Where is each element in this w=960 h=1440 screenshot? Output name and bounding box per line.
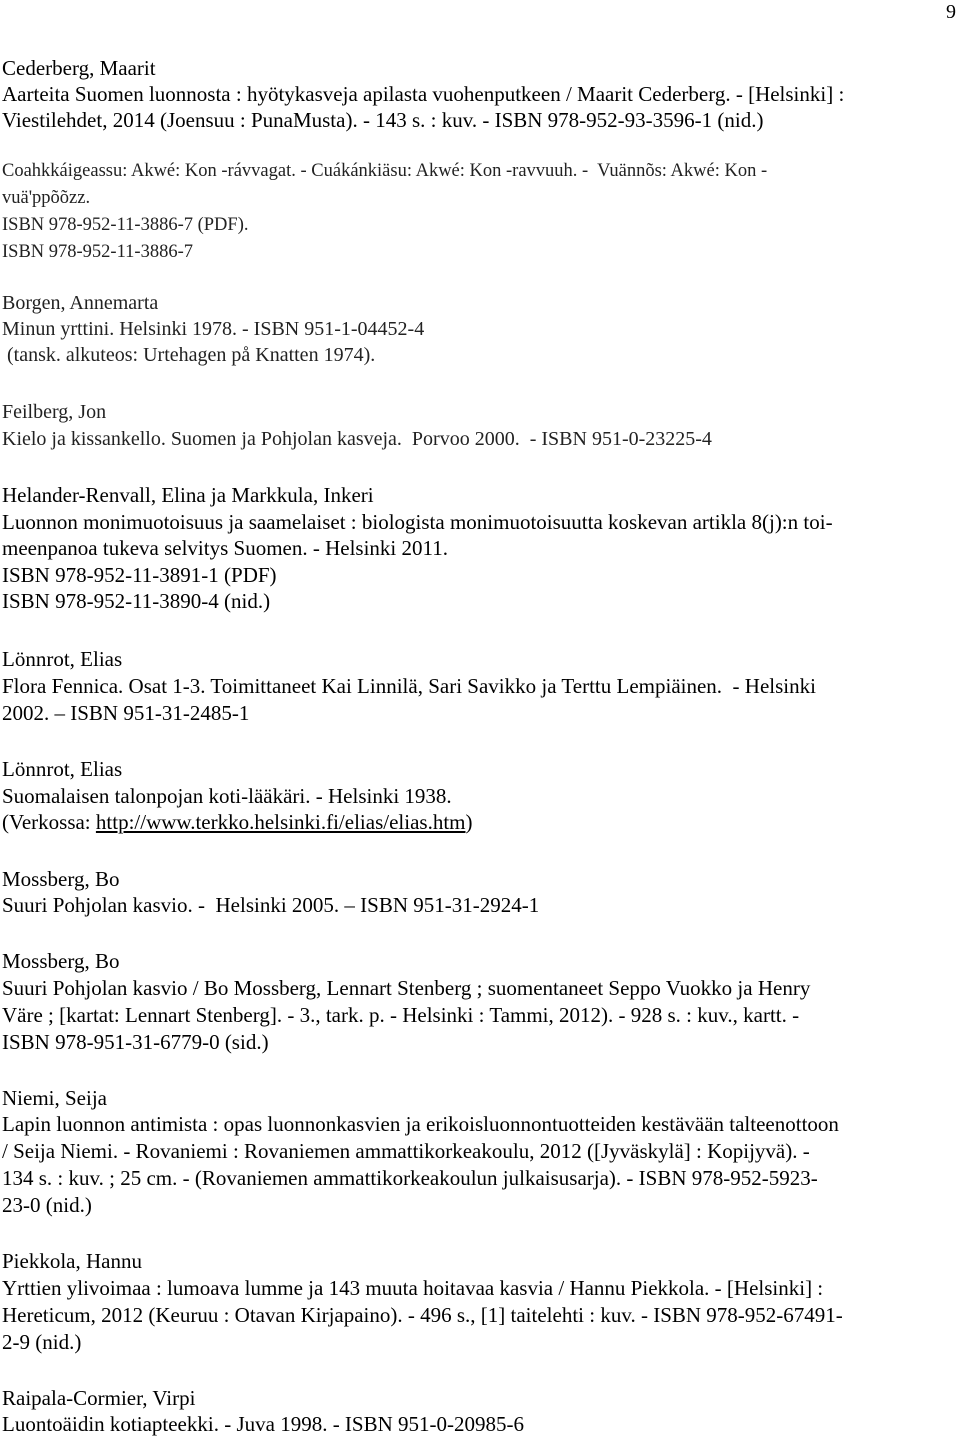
entry-text: Hereticum, 2012 (Keuruu : Otavan Kirjapaino). - 496 s., [1] taitelehti : kuv. - ISBN 978-952-67491- (2, 1303, 843, 1327)
entry-text: 2002. – ISBN 951-31-2485-1 (2, 701, 250, 725)
entry-text: Viestilehdet, 2014 (Joensuu : PunaMusta). - 143 s. : kuv. - ISBN 978-952-93-3596-1 (nid.) (2, 108, 764, 132)
entry-text: Flora Fennica. Osat 1-3. Toimittaneet Kai Linnilä, Sari Savikko ja Terttu Lempiäinen. - Helsinki (2, 674, 816, 698)
entry-author: Piekkola, Hannu (2, 1249, 142, 1273)
entry-text: 134 s. : kuv. ; 25 cm. - (Rovaniemen ammattikorkeakoulun julkaisusarja). - ISBN 978-952-5923- (2, 1166, 818, 1190)
entry-author: Mossberg, Bo (2, 867, 120, 891)
entry-text: ISBN 978-952-11-3886-7 (2, 242, 193, 262)
entry-text-with-link (2, 809, 473, 835)
entry-text: Kielo ja kissankello. Suomen ja Pohjolan kasveja. Porvoo 2000. - ISBN 951-0-23225-4 (2, 428, 712, 450)
entry-text: (tansk. alkuteos: Urtehagen på Knatten 1974). (2, 344, 376, 366)
entry-author: Niemi, Seija (2, 1086, 107, 1110)
entry-text: ISBN 978-952-11-3890-4 (nid.) (2, 589, 271, 613)
entry-author: Mossberg, Bo (2, 949, 120, 973)
entry-text: Yrttien ylivoimaa : lumoava lumme ja 143 muuta hoitavaa kasvia / Hannu Piekkola. - [Helsinki] : (2, 1276, 824, 1300)
entry-author: Cederberg, Maarit (2, 56, 156, 80)
page-number: 9 (946, 1, 956, 23)
link-suffix: ) (465, 810, 473, 834)
entry-text: Coahkkáigeassu: Akwé: Kon -rávvagat. - Cuákánkiäsu: Akwé: Kon -ravvuuh. - Vuännõs: Akwé: Kon - (2, 161, 768, 181)
entry-text: Minun yrttini. Helsinki 1978. - ISBN 951-1-04452-4 (2, 318, 425, 340)
entry-author: Helander-Renvall, Elina ja Markkula, Inkeri (2, 483, 374, 507)
entry-author: Borgen, Annemarta (2, 292, 159, 314)
entry-text: Suuri Pohjolan kasvio / Bo Mossberg, Lennart Stenberg ; suomentaneet Seppo Vuokko ja Henry (2, 976, 811, 1000)
entry-text: vuä'ppõõzz. (2, 188, 91, 208)
entry-text: Väre ; [kartat: Lennart Stenberg]. - 3., tark. p. - Helsinki : Tammi, 2012). - 928 s. : kuv., kartt. - (2, 1003, 800, 1027)
entry-text: / Seija Niemi. - Rovaniemi : Rovaniemen ammattikorkeakoulu, 2012 ([Jyväskylä] : Kopijyvä). - (2, 1139, 810, 1163)
entry-text: Luonnon monimuotoisuus ja saamelaiset : biologista monimuotoisuutta koskevan artikla 8(j):n toi- (2, 510, 833, 534)
entry-text: ISBN 978-951-31-6779-0 (sid.) (2, 1030, 269, 1054)
entry-author: Lönnrot, Elias (2, 647, 123, 671)
entry-author: Lönnrot, Elias (2, 757, 123, 781)
entry-text: Luontoäidin kotiapteekki. - Juva 1998. - ISBN 951-0-20985-6 (2, 1412, 525, 1436)
entry-author: Feilberg, Jon (2, 401, 107, 423)
entry-text: 23-0 (nid.) (2, 1193, 92, 1217)
web-link[interactable]: http://www.terkko.helsinki.fi/elias/elias.htm (95, 810, 466, 834)
entry-text: Aarteita Suomen luonnosta : hyötykasveja apilasta vuohenputkeen / Maarit Cederberg. - [Helsinki] : (2, 82, 845, 106)
entry-text: Suomalaisen talonpojan koti-lääkäri. - Helsinki 1938. (2, 784, 452, 808)
entry-text: ISBN 978-952-11-3886-7 (PDF). (2, 215, 249, 235)
entry-text: ISBN 978-952-11-3891-1 (PDF) (2, 563, 277, 587)
entry-text: meenpanoa tukeva selvitys Suomen. - Helsinki 2011. (2, 536, 448, 560)
entry-text: Lapin luonnon antimista : opas luonnonkasvien ja erikoisluonnontuotteiden kestävään talteenottoon (2, 1112, 839, 1136)
entry-author: Raipala-Cormier, Virpi (2, 1386, 196, 1410)
entry-text: 2-9 (nid.) (2, 1330, 82, 1354)
entry-text: Suuri Pohjolan kasvio. - Helsinki 2005. – ISBN 951-31-2924-1 (2, 893, 540, 917)
link-prefix: (Verkossa: (2, 810, 96, 834)
